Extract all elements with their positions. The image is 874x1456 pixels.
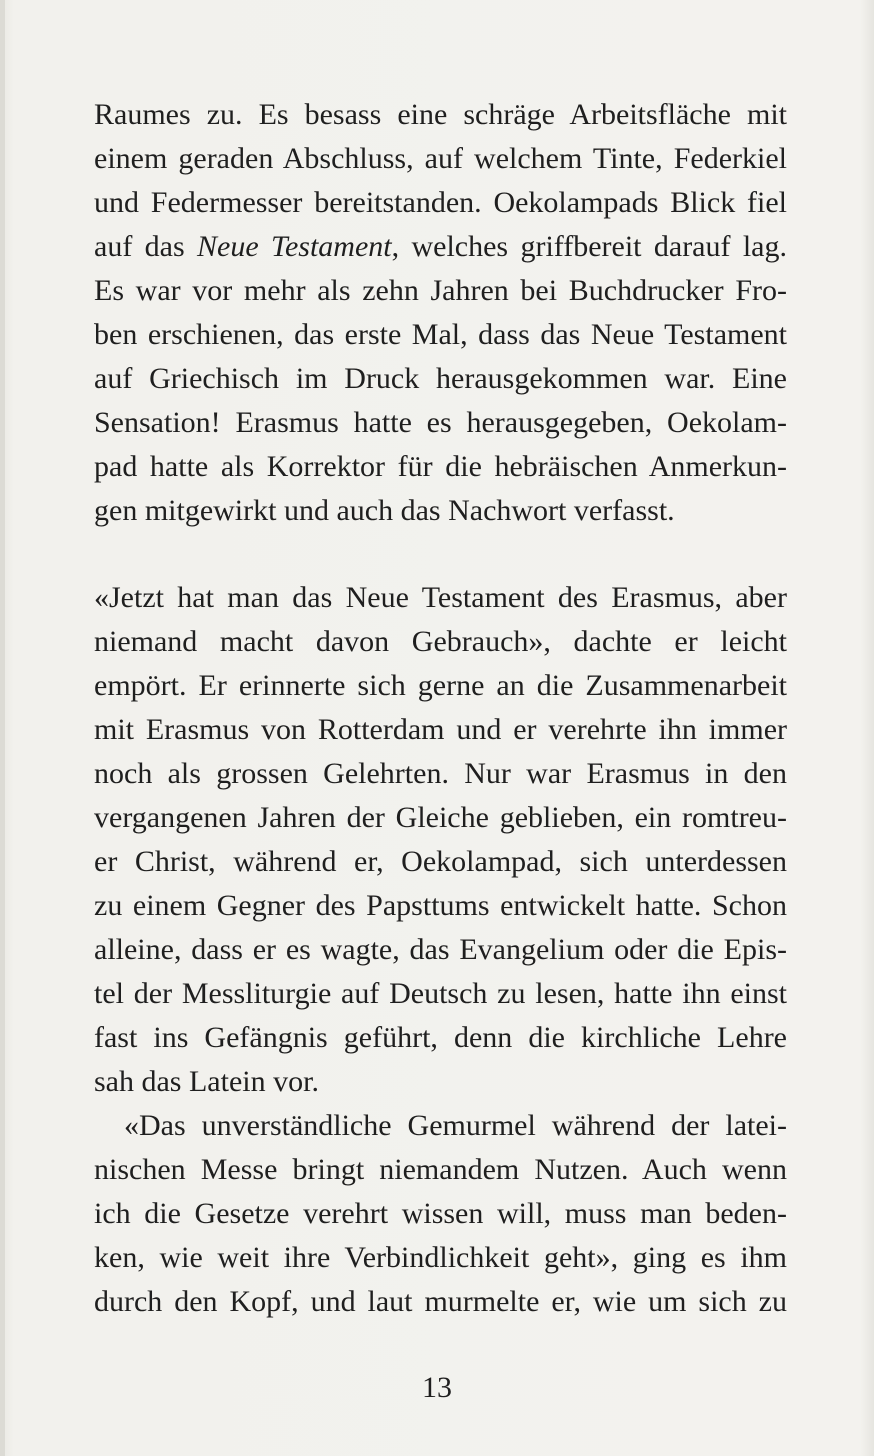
text-run: auf das (94, 230, 198, 263)
text-line: noch als grossen Gelehrten. Nur war Erasmus in den (94, 757, 787, 790)
paragraph-1 (94, 93, 787, 533)
text-run: , welches griffbereit darauf lag. (391, 230, 788, 263)
text-line: empört. Er erinnerte sich gerne an die Zusammenarbeit (94, 669, 787, 702)
text-line: «Das unverständliche Gemurmel während der latei- (124, 1109, 787, 1142)
page-number: 13 (422, 1371, 452, 1404)
text-line: und Federmesser bereitstanden. Oekolampads Blick fiel (94, 186, 787, 219)
text-line: sah das Latein vor. (94, 1065, 319, 1098)
paragraph-2 (94, 576, 787, 1104)
text-line: mit Erasmus von Rotterdam und er verehrte ihn immer (94, 713, 787, 746)
text-line: ben erschienen, das erste Mal, dass das Neue Testament (94, 318, 787, 351)
text-line (94, 225, 787, 269)
text-line: vergangenen Jahren der Gleiche geblieben, ein romtreu- (94, 801, 787, 834)
paragraph-3 (94, 1104, 787, 1324)
text-line: pad hatte als Korrektor für die hebräischen Anmerkun- (94, 450, 787, 483)
text-line: nischen Messe bringt niemandem Nutzen. Auch wenn (94, 1153, 787, 1186)
text-line: zu einem Gegner des Papsttums entwickelt hatte. Schon (94, 889, 787, 922)
text-line: gen mitgewirkt und auch das Nachwort verfasst. (94, 494, 675, 527)
text-line: «Jetzt hat man das Neue Testament des Erasmus, aber (94, 581, 787, 614)
text-line: Raumes zu. Es besass eine schräge Arbeitsfläche mit (94, 98, 787, 131)
text-line: ken, wie weit ihre Verbindlichkeit geht», ging es ihm (94, 1241, 787, 1274)
text-line: einem geraden Abschluss, auf welchem Tinte, Federkiel (94, 142, 787, 175)
text-line: fast ins Gefängnis geführt, denn die kirchliche Lehre (94, 1021, 787, 1054)
text-line: durch den Kopf, und laut murmelte er, wie um sich zu (94, 1285, 787, 1318)
text-line: alleine, dass er es wagte, das Evangelium oder die Epis- (94, 933, 787, 966)
page-edge (0, 0, 5, 1456)
text-line: auf Griechisch im Druck herausgekommen war. Eine (94, 362, 787, 395)
book-title: Neue Testament (197, 230, 392, 263)
text-line: niemand macht davon Gebrauch», dachte er leicht (94, 625, 787, 658)
text-line: er Christ, während er, Oekolampad, sich unterdessen (94, 845, 787, 878)
text-line: Sensation! Erasmus hatte es herausgegeben, Oekolam- (94, 406, 787, 439)
text-line: tel der Messliturgie auf Deutsch zu lesen, hatte ihn einst (94, 977, 787, 1010)
text-line: ich die Gesetze verehrt wissen will, muss man beden- (94, 1197, 787, 1230)
text-line: Es war vor mehr als zehn Jahren bei Buchdrucker Fro- (94, 274, 787, 307)
